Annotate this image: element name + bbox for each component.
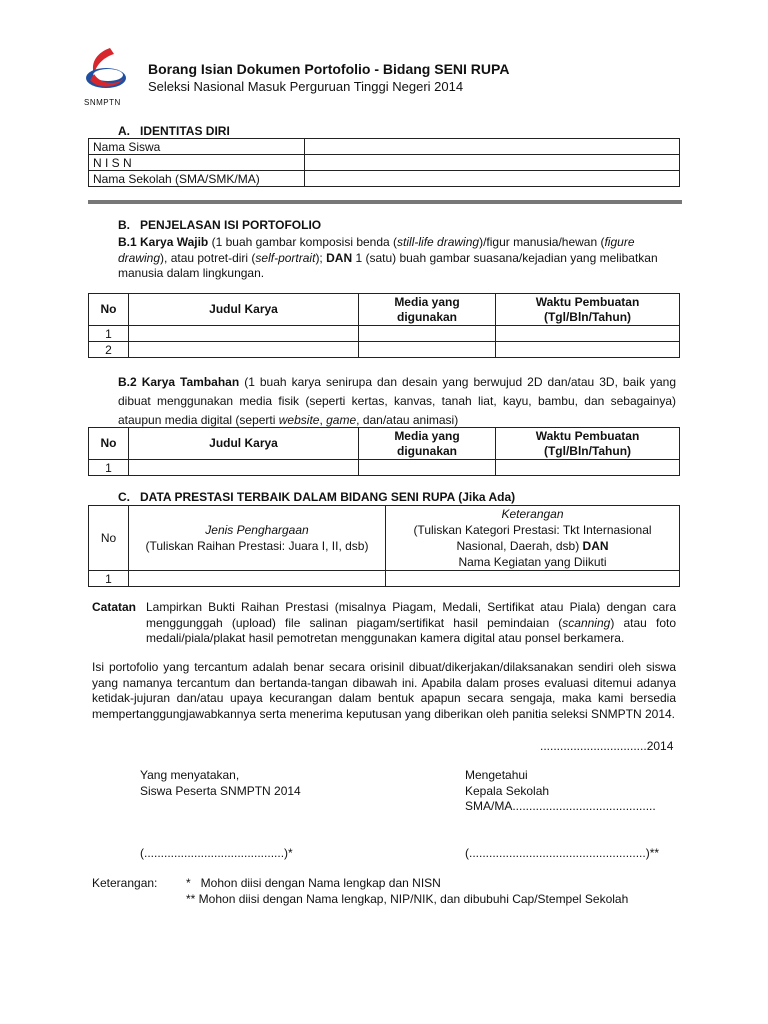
waktu-cell[interactable] bbox=[496, 326, 680, 342]
school-field[interactable] bbox=[305, 171, 680, 187]
judul-cell[interactable] bbox=[129, 326, 359, 342]
col-judul: Judul Karya bbox=[129, 428, 359, 460]
b2-paragraph bbox=[118, 373, 676, 430]
identity-row bbox=[89, 139, 680, 155]
col-keterangan bbox=[386, 506, 680, 571]
text: game bbox=[326, 413, 357, 427]
waktu-cell[interactable] bbox=[496, 460, 680, 476]
col-waktu bbox=[496, 428, 680, 460]
text: SMA/MA........................................... bbox=[465, 799, 656, 813]
col-media bbox=[359, 294, 496, 326]
text: ); bbox=[315, 250, 327, 265]
text: Kepala Sekolah bbox=[465, 783, 550, 798]
text: Yang menyatakan, bbox=[140, 768, 240, 782]
text: Jenis Penghargaan bbox=[205, 523, 309, 537]
row-number: 1 bbox=[89, 326, 129, 342]
table-header-row bbox=[89, 428, 680, 460]
logo-text: SNMPTN bbox=[84, 98, 121, 107]
col-no: No bbox=[89, 294, 129, 326]
identity-label: Nama Siswa bbox=[89, 139, 305, 155]
statement-paragraph: Isi portofolio yang tercantum adalah benar secara orisinil dibuat/dikerjakan/dilaksanakan sendiri oleh siswa yang namanya tercantum dan bertanda-tangan dibawah ini. Apabila dalam proses evaluasi ditemui adanya ketidak-jujuran dan/atau upaya kecurangan dalam bentuk apapun secara sengaja, maka kami bersedia mempertanggungjawabkannya serta menerima keputusan yang diberikan oleh panitia seleksi SNMPTN 2014. bbox=[92, 660, 676, 721]
row-number: 1 bbox=[89, 571, 129, 587]
text: ** Mohon diisi dengan Nama lengkap, NIP/NIK, dan dibubuhi Cap/Stempel Sekolah bbox=[186, 891, 629, 906]
row-number: 1 bbox=[89, 460, 129, 476]
identity-row bbox=[89, 155, 680, 171]
table-row bbox=[89, 571, 680, 587]
text: Waktu Pembuatan bbox=[535, 294, 640, 309]
text: , bbox=[319, 413, 327, 427]
left-signature-block bbox=[140, 768, 301, 799]
karya-wajib-table bbox=[88, 293, 680, 358]
text: (Tgl/Bln/Tahun) bbox=[543, 443, 632, 458]
student-signature-line[interactable]: (..........................................)* bbox=[140, 846, 293, 860]
text: * Mohon diisi dengan Nama lengkap dan NISN bbox=[186, 876, 441, 890]
keterangan-notes bbox=[186, 876, 628, 907]
text: digunakan bbox=[396, 443, 457, 458]
text: Nama Kegiatan yang Diikuti bbox=[458, 555, 607, 569]
b1-label: B.1 Karya Wajib bbox=[118, 235, 209, 249]
judul-cell[interactable] bbox=[129, 460, 359, 476]
catatan-text bbox=[146, 600, 676, 647]
col-media bbox=[359, 428, 496, 460]
text: ), atau potret-diri ( bbox=[160, 250, 256, 265]
text: Media yang bbox=[394, 294, 460, 309]
b1-paragraph bbox=[118, 235, 680, 282]
snmptn-logo bbox=[80, 44, 128, 106]
prestasi-table bbox=[88, 505, 680, 587]
text: scanning bbox=[562, 615, 611, 630]
text: Keterangan bbox=[501, 507, 564, 521]
table-row bbox=[89, 342, 680, 358]
text: (Tuliskan Raihan Prestasi: Juara I, II, dsb) bbox=[145, 539, 369, 553]
date-line: ................................2014 bbox=[540, 739, 674, 753]
col-jenis bbox=[129, 506, 386, 571]
media-cell[interactable] bbox=[359, 326, 496, 342]
table-header-row bbox=[89, 294, 680, 326]
section-b-heading: B. PENJELASAN ISI PORTOFOLIO bbox=[118, 218, 322, 232]
table-row bbox=[89, 460, 680, 476]
document-title: Borang Isian Dokumen Portofolio - Bidang SENI RUPA bbox=[148, 61, 510, 77]
text: (1 buah gambar komposisi benda ( bbox=[208, 235, 398, 249]
text: Waktu Pembuatan bbox=[535, 428, 640, 443]
jenis-cell[interactable] bbox=[129, 571, 386, 587]
text: digunakan bbox=[396, 309, 457, 324]
section-divider bbox=[88, 200, 682, 204]
right-signature-block bbox=[465, 768, 656, 815]
identity-label: N I S N bbox=[89, 155, 305, 171]
karya-tambahan-table bbox=[88, 427, 680, 476]
table-header-row bbox=[89, 506, 680, 571]
col-no: No bbox=[89, 428, 129, 460]
text: figure drawing bbox=[118, 235, 635, 265]
text: (Tuliskan Kategori Prestasi: Tkt Internasional Nasional, Daerah, dsb) bbox=[413, 523, 652, 553]
text: still-life drawing bbox=[397, 235, 480, 249]
row-number: 2 bbox=[89, 342, 129, 358]
text: ) atau foto medali/piala/plakat hasil pemotretan menggunakan kamera digital atau ponsel berkamera. bbox=[146, 615, 676, 645]
document-subtitle: Seleksi Nasional Masuk Perguruan Tinggi Negeri 2014 bbox=[148, 79, 464, 94]
text: website bbox=[278, 413, 320, 427]
name-field[interactable] bbox=[305, 139, 680, 155]
col-judul: Judul Karya bbox=[129, 294, 359, 326]
identity-row bbox=[89, 171, 680, 187]
text: , dan/atau animasi) bbox=[356, 413, 459, 427]
keterangan-label: Keterangan: bbox=[92, 876, 158, 890]
table-row bbox=[89, 326, 680, 342]
catatan-label: Catatan bbox=[92, 600, 137, 614]
waktu-cell[interactable] bbox=[496, 342, 680, 358]
identity-table bbox=[88, 138, 680, 187]
text: Mengetahui bbox=[465, 768, 528, 782]
keterangan-cell[interactable] bbox=[386, 571, 680, 587]
text: (1 buah karya senirupa dan desain yang berwujud 2D dan/atau 3D, baik yang dibuat menggunakan media fisik (seperti kertas, kanvas, tanah liat, kayu, bambu, dan sebagainya) ataupun media digital (seperti bbox=[118, 375, 676, 427]
judul-cell[interactable] bbox=[129, 342, 359, 358]
text: )/figur manusia/hewan ( bbox=[479, 235, 605, 249]
principal-signature-line[interactable]: (.....................................................)** bbox=[465, 846, 660, 860]
media-cell[interactable] bbox=[359, 460, 496, 476]
text: Siswa Peserta SNMPTN 2014 bbox=[140, 783, 301, 798]
col-no: No bbox=[89, 506, 129, 571]
catatan-block bbox=[92, 600, 676, 647]
text: DAN bbox=[582, 539, 609, 553]
text: Lampirkan Bukti Raihan Prestasi (misalnya Piagam, Medali, Sertifikat atau Piala) dengan cara menggunggah (upload) file salinan piagam/sertifikat hasil pemindaian ( bbox=[146, 600, 676, 630]
b2-label: B.2 Karya Tambahan bbox=[118, 375, 240, 389]
col-waktu bbox=[496, 294, 680, 326]
section-a-heading: A. IDENTITAS DIRI bbox=[118, 124, 230, 138]
media-cell[interactable] bbox=[359, 342, 496, 358]
text: 1 (satu) buah gambar suasana/kejadian yang melibatkan manusia dalam lingkungan. bbox=[118, 250, 658, 280]
text: self-portrait bbox=[255, 250, 316, 265]
nisn-field[interactable] bbox=[305, 155, 680, 171]
section-c-heading: C. DATA PRESTASI TERBAIK DALAM BIDANG SENI RUPA (Jika Ada) bbox=[118, 490, 516, 504]
text: Media yang bbox=[394, 428, 460, 443]
text: (Tgl/Bln/Tahun) bbox=[543, 309, 632, 324]
text: DAN bbox=[326, 250, 353, 265]
identity-label: Nama Sekolah (SMA/SMK/MA) bbox=[89, 171, 305, 187]
